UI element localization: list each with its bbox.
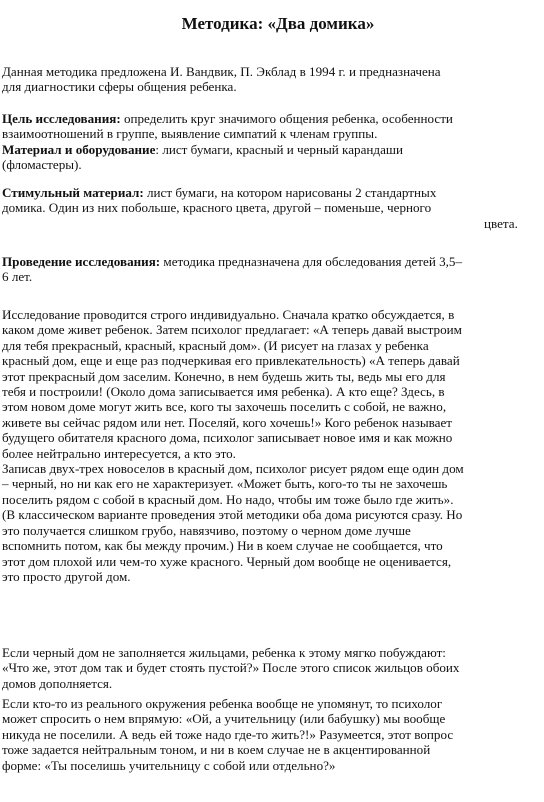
text-line: Если черный дом не заполняется жильцами, ребенка к этому мягко побуждают: (2, 645, 446, 660)
black-house-paragraph (2, 645, 544, 691)
text-line: 6 лет. (2, 269, 33, 285)
text-line: Исследование проводится строго индивидуально. Сначала кратко обсуждается, в (2, 307, 455, 322)
text-line: этот дом плохой или чем-то хуже красного. Черный дом вообще не оценивается, (2, 553, 452, 569)
text-line: вспомнить потом, как бы между прочим.) Ни в коем случае не сообщается, что (2, 538, 443, 554)
procedure-label: Проведение исследования: (2, 254, 161, 269)
text-line: Цель исследования: определить круг значимого общения ребенка, особенности (2, 111, 453, 126)
goal-label: Цель исследования: (2, 111, 121, 126)
text-line: Стимульный материал: лист бумаги, на котором нарисованы 2 стандартных (2, 185, 437, 200)
text-line: для тебя прекрасный, красный, красный дом». (И рисует на глазах у ребенка (2, 337, 429, 353)
text-line: Записав двух-трех новоселов в красный дом, психолог рисует рядом еще один дом (2, 461, 464, 477)
page-title: Методика: «Два домика» (181, 14, 375, 33)
text-line: цвета. (484, 215, 518, 231)
stimulus-label: Стимульный материал: (2, 185, 144, 200)
text-line: домика. Один из них побольше, красного цвета, другой – поменьше, черного (2, 200, 432, 216)
text-line: каком доме живет ребенок. Затем психолог предлагает: «А теперь давай выстроим (2, 322, 462, 338)
text-line: может спросить о нем впрямую: «Ой, а учительницу (или бабушку) мы вообще (2, 711, 446, 727)
text-line: (В классическом варианте проведения этой методики оба дома рисуются сразу. Но (2, 507, 463, 523)
document-page (0, 14, 544, 802)
procedure-description (2, 307, 544, 584)
text-line: Если кто-то из реального окружения ребенка вообще не упомянут, то психолог (2, 696, 443, 711)
text-line: Данная методика предложена И. Вандвик, П. Экблад в 1994 г. и предназначена (2, 64, 441, 79)
text-line: будущего обитателя красного дома, психолог записывает новое имя и как можно (2, 430, 453, 446)
text-line: домов дополняется. (2, 675, 113, 691)
text-line: Материал и оборудование: лист бумаги, красный и черный карандаши (2, 141, 403, 157)
intro-paragraph (2, 64, 544, 95)
stimulus-paragraph (2, 185, 544, 231)
text-line: тоже задается нейтральным тоном, и ни в коем случае не в акцентированной (2, 742, 431, 758)
text-line: (фломастеры). (2, 157, 82, 173)
procedure-paragraph (2, 254, 544, 285)
text-line: более нейтрально интересуется, а кто это. (2, 445, 236, 461)
material-label: Материал и оборудование (2, 141, 156, 157)
text-line: тебя и построили! (Около дома записывается имя ребенка). А кто еще? Здесь, в (2, 384, 445, 400)
text-line: это получается слишком грубо, навязчиво, поэтому о черном доме лучше (2, 522, 411, 538)
text-line: Проведение исследования: методика предназначена для обследования детей 3,5– (2, 254, 463, 269)
text-line: форме: «Ты поселишь учительницу с собой или отдельно?» (2, 757, 336, 773)
text-line: – черный, но ни как его не характеризует. «Может быть, кого-то ты не захочешь (2, 476, 448, 492)
text-line: этот прекрасный дом заселим. Конечно, в нем будешь жить ты, ведь мы его для (2, 368, 446, 384)
text-line: взаимоотношений в группе, выявление симпатий к членам группы. (2, 126, 378, 142)
text-line: поселить рядом с собой в красный дом. Но надо, чтобы им тоже было где жить». (2, 491, 454, 507)
text-line: «Что же, этот дом так и будет стоять пустой?» После этого список жильцов обоих (2, 660, 460, 676)
text-line: этом новом доме могут жить все, кого ты захочешь поселить с собой, не важно, (2, 399, 447, 415)
text-line: для диагностики сферы общения ребенка. (2, 79, 237, 95)
text-line: живете вы сейчас рядом или нет. Поселяй, кого хочешь!» Кого ребенок называет (2, 414, 453, 430)
goal-paragraph (2, 111, 544, 173)
text-line: никуда не поселили. А ведь ей тоже надо где-то жить?!» Разумеется, этот вопрос (2, 726, 454, 742)
text-line: это просто другой дом. (2, 568, 131, 584)
text-line: красный дом, еще и еще раз подчеркивая его привлекательность) «А теперь давай (2, 353, 460, 369)
missing-person-paragraph (2, 696, 544, 773)
